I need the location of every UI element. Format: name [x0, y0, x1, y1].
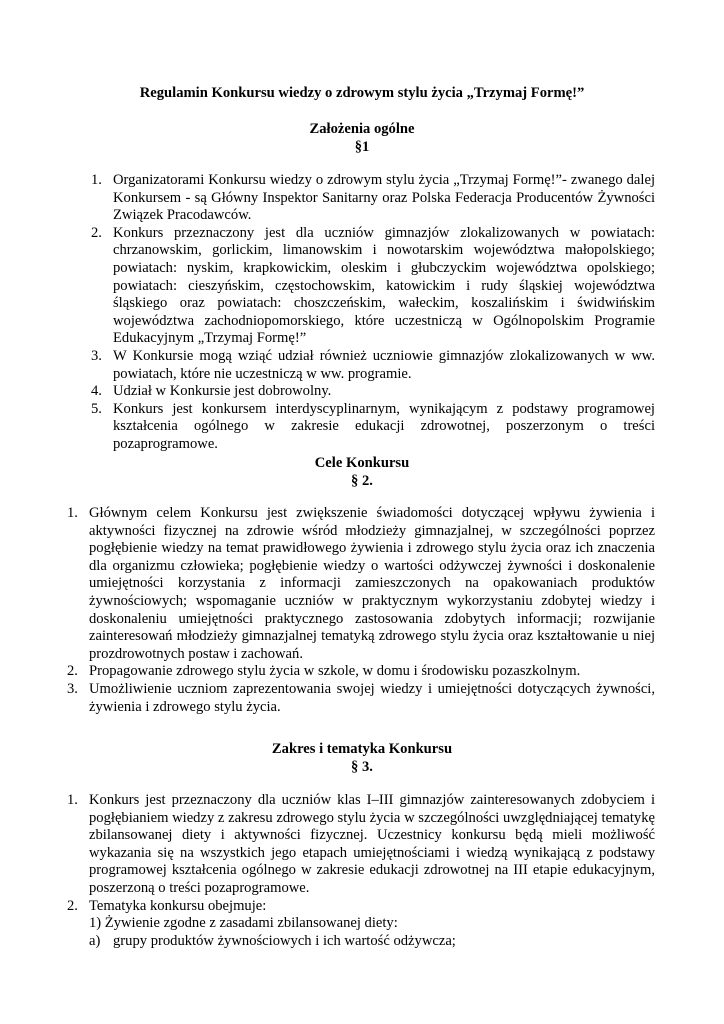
- subtopic-item-text: grupy produktów żywnościowych i ich wartość odżywcza;: [113, 933, 456, 949]
- section-1-heading: Założenia ogólne: [309, 121, 415, 137]
- list-item-text: Umożliwienie uczniom zaprezentowania swojej wiedzy i umiejętności dotyczących żywności, żywienia i zdrowego stylu życia.: [89, 680, 655, 715]
- section-3-list: [67, 792, 655, 915]
- list-item-text: Udział w Konkursie jest dobrowolny.: [113, 383, 332, 400]
- list-item-text: Organizatorami Konkursu wiedzy o zdrowym stylu życia „Trzymaj Formę!”- zwanego dalej Konkursem - są Główny Inspektor Sanitarny oraz Polska Federacja Producentów Żywności Związek Pracodawców.: [113, 172, 655, 224]
- list-item: [91, 383, 655, 401]
- list-item-text: Konkurs jest konkursem interdyscyplinarnym, wynikającym z podstawy programowej kształcenia ogólnego w zakresie edukacji zdrowotnej, poszerzonym o treści pozaprogramowe.: [113, 400, 655, 452]
- list-item-number: 2.: [67, 897, 78, 914]
- list-item: [91, 172, 655, 225]
- list-item-text: Głównym celem Konkursu jest zwiększenie świadomości dotyczącej wpływu żywienia i aktywności fizycznej na zdrowie wśród młodzieży gimnazjalnej, w szczególności poprzez pogłębienie wiedzy na temat prawidłowego żywienia i zdrowego stylu życia oraz ich znaczenia dla organizmu człowieka; pogłębienie wiedzy o wartości odżywczej żywności i doskonalenie umiejętności korzystania z informacji zamieszczonych na opakowaniach produktów żywnościowych; wspomaganie uczniów w praktycznym wykorzystaniu zdobytej wiedzy i doskonaleniu umiejętności praktycznego zastosowania zdobytych informacji; rozwijanie zainteresowań młodzieży gimnazjalnej tematyką zdrowego stylu życia oraz kształtowanie u niej prozdrowotnych postaw i zachowań.: [89, 505, 655, 662]
- list-item: [91, 224, 655, 348]
- list-item-text: Konkurs jest przeznaczony dla uczniów klas I–III gimnazjów zainteresowanych zdobyciem i pogłębianiem wiedzy z zakresu zdrowego stylu życia w szczególności uwzględniającej tematykę zbilansowanej diety i aktywności fizycznej. Uczestnicy konkursu będą mieli możliwość wykazania się na wszystkich jego etapach umiejętnościami i wiedzą wynikającą z podstawy programowej kształcenia ogólnego w zakresie edukacji zdrowotnej na III etapie edukacyjnym, poszerzoną o treści pozaprogramowe.: [89, 792, 655, 896]
- section-3-heading: Zakres i tematyka Konkursu: [271, 741, 453, 757]
- section-2-heading: Cele Konkursu: [314, 455, 410, 471]
- list-item-number: 1.: [67, 792, 78, 808]
- list-item-text: Propagowanie zdrowego stylu życia w szkole, w domu i środowisku pozaszkolnym.: [89, 663, 581, 680]
- list-item-text: Tematyka konkursu obejmuje:: [89, 897, 267, 914]
- list-item: [91, 347, 655, 383]
- list-item: [67, 792, 655, 898]
- list-item: [67, 663, 655, 681]
- list-item-number: 3.: [91, 347, 102, 364]
- list-item-number: 4.: [91, 383, 102, 400]
- list-item-text: W Konkursie mogą wziąć udział również uczniowie gimnazjów zlokalizowanych w ww. powiatach, które nie uczestniczą w ww. programie.: [113, 347, 655, 382]
- subtopic-line: 1) Żywienie zgodne z zasadami zbilansowanej diety:: [89, 915, 398, 931]
- section-3-header: [0, 741, 724, 776]
- list-item-number: 2.: [67, 663, 78, 680]
- section-1-paragraph-mark: §1: [354, 138, 370, 155]
- list-item-number: 1.: [67, 505, 78, 521]
- list-item: [67, 680, 655, 716]
- section-1-header: [0, 121, 724, 156]
- document-title: Regulamin Konkursu wiedzy o zdrowym stylu życia „Trzymaj Formę!”: [139, 85, 585, 101]
- section-1-list: [91, 172, 655, 454]
- list-item-number: 3.: [67, 680, 78, 697]
- section-2-paragraph-mark: § 2.: [351, 472, 373, 489]
- list-item-number: 2.: [91, 224, 102, 241]
- list-item-number: 1.: [91, 172, 102, 188]
- section-3-paragraph-mark: § 3.: [351, 758, 373, 775]
- subtopic-item-marker: a): [89, 933, 101, 949]
- section-2-list: [67, 505, 655, 716]
- list-item: [91, 400, 655, 454]
- section-2-header: [0, 455, 724, 490]
- list-item: [67, 505, 655, 663]
- list-item-text: Konkurs przeznaczony jest dla uczniów gimnazjów zlokalizowanych w powiatach: chrzanowskim, gorlickim, limanowskim i nowotarskim województwa małopolskiego; powiatach: nyskim, krapkowickim, oleskim i głubczyckim województwa opolskiego; powiatach: cieszyńskim, częstochowskim, katowickim i rudy śląskiej województwa śląskiego oraz powiatach: choszczeńskim, wałeckim, koszalińskim i świdwińskim województwa zachodniopomorskiego, które uczestniczą w Ogólnopolskim Programie Edukacyjnym „Trzymaj Formę!”: [113, 224, 655, 347]
- list-item: [67, 897, 655, 916]
- subtopic-item: [89, 933, 655, 951]
- list-item-number: 5.: [91, 400, 102, 417]
